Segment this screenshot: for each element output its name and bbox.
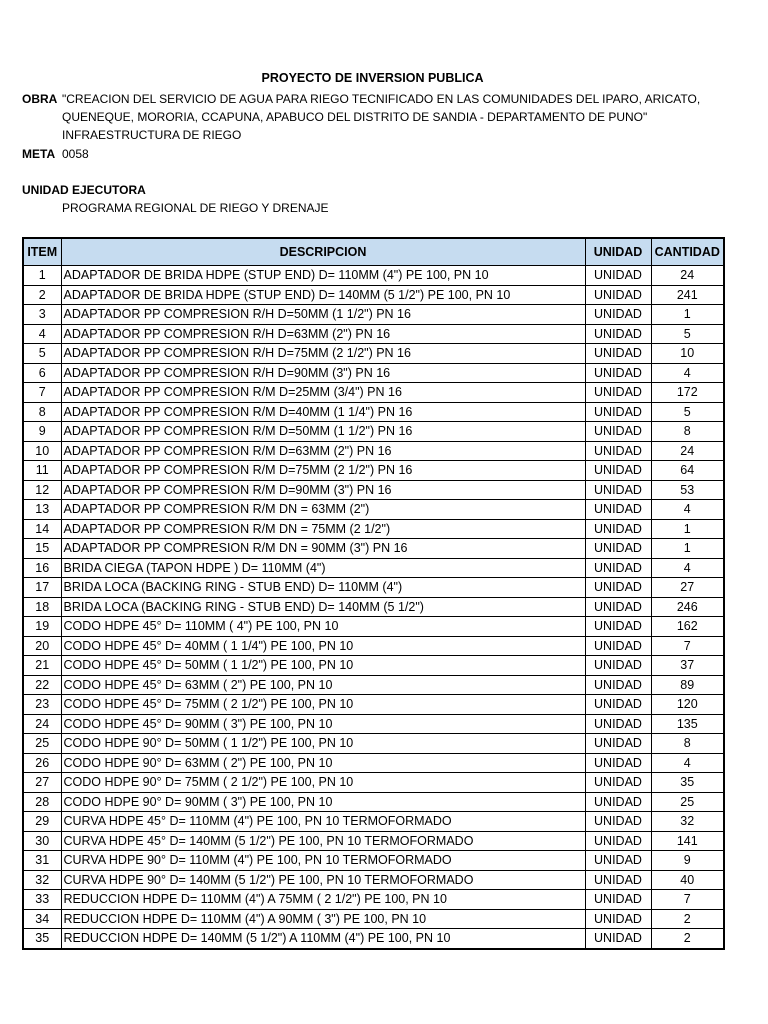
descripcion-cell: CODO HDPE 45° D= 75MM ( 2 1/2") PE 100, PN 10 <box>61 695 585 715</box>
item-cell: 1 <box>23 266 61 286</box>
table-row <box>23 344 724 364</box>
unidad-cell: UNIDAD <box>585 636 651 656</box>
descripcion-cell: CODO HDPE 90° D= 50MM ( 1 1/2") PE 100, PN 10 <box>61 734 585 754</box>
descripcion-cell: ADAPTADOR PP COMPRESION R/H D=50MM (1 1/2") PN 16 <box>61 305 585 325</box>
descripcion-cell: REDUCCION HDPE D= 110MM (4") A 75MM ( 2 1/2") PE 100, PN 10 <box>61 890 585 910</box>
descripcion-cell: ADAPTADOR PP COMPRESION R/H D=75MM (2 1/2") PN 16 <box>61 344 585 364</box>
unidad-cell: UNIDAD <box>585 480 651 500</box>
item-cell: 35 <box>23 929 61 949</box>
table-row <box>23 636 724 656</box>
cantidad-cell: 7 <box>651 890 724 910</box>
item-cell: 5 <box>23 344 61 364</box>
cantidad-cell: 4 <box>651 753 724 773</box>
unidad-cell: UNIDAD <box>585 656 651 676</box>
item-cell: 20 <box>23 636 61 656</box>
unidad-cell: UNIDAD <box>585 617 651 637</box>
table-row <box>23 558 724 578</box>
table-header-row <box>23 238 724 266</box>
descripcion-cell: ADAPTADOR PP COMPRESION R/M DN = 90MM (3") PN 16 <box>61 539 585 559</box>
table-row <box>23 851 724 871</box>
unidad-ejecutora-label: UNIDAD EJECUTORA <box>22 183 146 197</box>
item-cell: 19 <box>23 617 61 637</box>
cantidad-cell: 8 <box>651 734 724 754</box>
table-row <box>23 695 724 715</box>
descripcion-cell: BRIDA CIEGA (TAPON HDPE ) D= 110MM (4") <box>61 558 585 578</box>
item-cell: 3 <box>23 305 61 325</box>
descripcion-cell: ADAPTADOR PP COMPRESION R/H D=63MM (2") PN 16 <box>61 324 585 344</box>
table-row <box>23 285 724 305</box>
descripcion-cell: REDUCCION HDPE D= 140MM (5 1/2") A 110MM (4") PE 100, PN 10 <box>61 929 585 949</box>
column-header-cantidad: CANTIDAD <box>651 238 724 266</box>
item-cell: 17 <box>23 578 61 598</box>
item-cell: 29 <box>23 812 61 832</box>
cantidad-cell: 2 <box>651 909 724 929</box>
item-cell: 25 <box>23 734 61 754</box>
item-cell: 15 <box>23 539 61 559</box>
table-row <box>23 597 724 617</box>
table-row <box>23 675 724 695</box>
table-row <box>23 773 724 793</box>
item-cell: 27 <box>23 773 61 793</box>
descripcion-cell: ADAPTADOR PP COMPRESION R/M D=63MM (2") PN 16 <box>61 441 585 461</box>
item-cell: 6 <box>23 363 61 383</box>
cantidad-cell: 5 <box>651 324 724 344</box>
table-row <box>23 831 724 851</box>
item-cell: 22 <box>23 675 61 695</box>
unidad-cell: UNIDAD <box>585 929 651 949</box>
table-row <box>23 812 724 832</box>
cantidad-cell: 246 <box>651 597 724 617</box>
cantidad-cell: 1 <box>651 305 724 325</box>
unidad-cell: UNIDAD <box>585 363 651 383</box>
descripcion-cell: CURVA HDPE 45° D= 140MM (5 1/2") PE 100, PN 10 TERMOFORMADO <box>61 831 585 851</box>
descripcion-cell: ADAPTADOR PP COMPRESION R/M DN = 75MM (2 1/2") <box>61 519 585 539</box>
unidad-cell: UNIDAD <box>585 695 651 715</box>
column-header-unidad: UNIDAD <box>585 238 651 266</box>
table-row <box>23 890 724 910</box>
table-row <box>23 617 724 637</box>
item-cell: 10 <box>23 441 61 461</box>
unidad-cell: UNIDAD <box>585 266 651 286</box>
table-row <box>23 714 724 734</box>
table-row <box>23 539 724 559</box>
table-row <box>23 383 724 403</box>
cantidad-cell: 241 <box>651 285 724 305</box>
unidad-cell: UNIDAD <box>585 597 651 617</box>
unidad-cell: UNIDAD <box>585 383 651 403</box>
descripcion-cell: ADAPTADOR PP COMPRESION R/H D=90MM (3") PN 16 <box>61 363 585 383</box>
descripcion-cell: REDUCCION HDPE D= 110MM (4") A 90MM ( 3") PE 100, PN 10 <box>61 909 585 929</box>
item-cell: 30 <box>23 831 61 851</box>
item-cell: 34 <box>23 909 61 929</box>
page-title: PROYECTO DE INVERSION PUBLICA <box>261 71 484 85</box>
descripcion-cell: ADAPTADOR PP COMPRESION R/M D=75MM (2 1/2") PN 16 <box>61 461 585 481</box>
cantidad-cell: 120 <box>651 695 724 715</box>
table-row <box>23 461 724 481</box>
cantidad-cell: 37 <box>651 656 724 676</box>
descripcion-cell: CODO HDPE 45° D= 110MM ( 4") PE 100, PN 10 <box>61 617 585 637</box>
cantidad-cell: 135 <box>651 714 724 734</box>
descripcion-cell: ADAPTADOR PP COMPRESION R/M D=40MM (1 1/4") PN 16 <box>61 402 585 422</box>
cantidad-cell: 24 <box>651 266 724 286</box>
table-row <box>23 422 724 442</box>
cantidad-cell: 10 <box>651 344 724 364</box>
unidad-cell: UNIDAD <box>585 773 651 793</box>
descripcion-cell: CODO HDPE 90° D= 63MM ( 2") PE 100, PN 10 <box>61 753 585 773</box>
unidad-cell: UNIDAD <box>585 675 651 695</box>
table-row <box>23 656 724 676</box>
table-body <box>23 266 724 949</box>
table-row <box>23 519 724 539</box>
table-row <box>23 734 724 754</box>
materials-table <box>22 237 725 950</box>
table-row <box>23 792 724 812</box>
table-row <box>23 266 724 286</box>
obra-line-3: INFRAESTRUCTURA DE RIEGO <box>62 128 242 142</box>
obra-line-1: "CREACION DEL SERVICIO DE AGUA PARA RIEGO TECNIFICADO EN LAS COMUNIDADES DEL IPARO, ARICATO, <box>62 92 701 106</box>
cantidad-cell: 172 <box>651 383 724 403</box>
unidad-cell: UNIDAD <box>585 870 651 890</box>
descripcion-cell: CODO HDPE 90° D= 90MM ( 3") PE 100, PN 10 <box>61 792 585 812</box>
item-cell: 8 <box>23 402 61 422</box>
unidad-cell: UNIDAD <box>585 519 651 539</box>
unidad-cell: UNIDAD <box>585 909 651 929</box>
cantidad-cell: 141 <box>651 831 724 851</box>
unidad-cell: UNIDAD <box>585 539 651 559</box>
cantidad-cell: 25 <box>651 792 724 812</box>
cantidad-cell: 89 <box>651 675 724 695</box>
cantidad-cell: 64 <box>651 461 724 481</box>
item-cell: 4 <box>23 324 61 344</box>
meta-value: 0058 <box>62 147 89 161</box>
unidad-ejecutora-value: PROGRAMA REGIONAL DE RIEGO Y DRENAJE <box>62 201 329 215</box>
cantidad-cell: 4 <box>651 558 724 578</box>
table-row <box>23 929 724 949</box>
unidad-cell: UNIDAD <box>585 285 651 305</box>
cantidad-cell: 32 <box>651 812 724 832</box>
descripcion-cell: CODO HDPE 45° D= 40MM ( 1 1/4") PE 100, PN 10 <box>61 636 585 656</box>
descripcion-cell: ADAPTADOR PP COMPRESION R/M DN = 63MM (2") <box>61 500 585 520</box>
descripcion-cell: ADAPTADOR PP COMPRESION R/M D=90MM (3") PN 16 <box>61 480 585 500</box>
cantidad-cell: 4 <box>651 500 724 520</box>
descripcion-cell: CODO HDPE 45° D= 63MM ( 2") PE 100, PN 10 <box>61 675 585 695</box>
cantidad-cell: 4 <box>651 363 724 383</box>
descripcion-cell: ADAPTADOR DE BRIDA HDPE (STUP END) D= 110MM (4") PE 100, PN 10 <box>61 266 585 286</box>
item-cell: 21 <box>23 656 61 676</box>
descripcion-cell: ADAPTADOR PP COMPRESION R/M D=50MM (1 1/2") PN 16 <box>61 422 585 442</box>
table-row <box>23 363 724 383</box>
descripcion-cell: CURVA HDPE 90° D= 140MM (5 1/2") PE 100, PN 10 TERMOFORMADO <box>61 870 585 890</box>
descripcion-cell: ADAPTADOR DE BRIDA HDPE (STUP END) D= 140MM (5 1/2") PE 100, PN 10 <box>61 285 585 305</box>
table-row <box>23 578 724 598</box>
descripcion-cell: CODO HDPE 90° D= 75MM ( 2 1/2") PE 100, PN 10 <box>61 773 585 793</box>
unidad-cell: UNIDAD <box>585 734 651 754</box>
table-row <box>23 324 724 344</box>
item-cell: 14 <box>23 519 61 539</box>
item-cell: 28 <box>23 792 61 812</box>
cantidad-cell: 1 <box>651 539 724 559</box>
table-row <box>23 909 724 929</box>
cantidad-cell: 24 <box>651 441 724 461</box>
cantidad-cell: 5 <box>651 402 724 422</box>
column-header-item: ITEM <box>23 238 61 266</box>
item-cell: 31 <box>23 851 61 871</box>
column-header-descripcion: DESCRIPCION <box>61 238 585 266</box>
unidad-cell: UNIDAD <box>585 812 651 832</box>
unidad-cell: UNIDAD <box>585 714 651 734</box>
item-cell: 18 <box>23 597 61 617</box>
unidad-cell: UNIDAD <box>585 422 651 442</box>
item-cell: 7 <box>23 383 61 403</box>
cantidad-cell: 7 <box>651 636 724 656</box>
unidad-cell: UNIDAD <box>585 441 651 461</box>
obra-label: OBRA <box>22 92 58 106</box>
item-cell: 11 <box>23 461 61 481</box>
unidad-cell: UNIDAD <box>585 792 651 812</box>
unidad-cell: UNIDAD <box>585 344 651 364</box>
item-cell: 33 <box>23 890 61 910</box>
cantidad-cell: 1 <box>651 519 724 539</box>
descripcion-cell: CURVA HDPE 45° D= 110MM (4") PE 100, PN 10 TERMOFORMADO <box>61 812 585 832</box>
cantidad-cell: 35 <box>651 773 724 793</box>
unidad-cell: UNIDAD <box>585 305 651 325</box>
table-row <box>23 870 724 890</box>
table-row <box>23 480 724 500</box>
unidad-cell: UNIDAD <box>585 324 651 344</box>
descripcion-cell: CODO HDPE 45° D= 90MM ( 3") PE 100, PN 10 <box>61 714 585 734</box>
item-cell: 26 <box>23 753 61 773</box>
cantidad-cell: 9 <box>651 851 724 871</box>
table-row <box>23 402 724 422</box>
descripcion-cell: CODO HDPE 45° D= 50MM ( 1 1/2") PE 100, PN 10 <box>61 656 585 676</box>
cantidad-cell: 2 <box>651 929 724 949</box>
unidad-cell: UNIDAD <box>585 402 651 422</box>
cantidad-cell: 53 <box>651 480 724 500</box>
obra-line-2: QUENEQUE, MORORIA, CCAPUNA, APABUCO DEL DISTRITO DE SANDIA - DEPARTAMENTO DE PUNO" <box>62 110 648 124</box>
unidad-cell: UNIDAD <box>585 558 651 578</box>
descripcion-cell: ADAPTADOR PP COMPRESION R/M D=25MM (3/4") PN 16 <box>61 383 585 403</box>
descripcion-cell: BRIDA LOCA (BACKING RING - STUB END) D= 140MM (5 1/2") <box>61 597 585 617</box>
table-row <box>23 441 724 461</box>
unidad-cell: UNIDAD <box>585 578 651 598</box>
cantidad-cell: 8 <box>651 422 724 442</box>
unidad-cell: UNIDAD <box>585 500 651 520</box>
cantidad-cell: 162 <box>651 617 724 637</box>
meta-label: META <box>22 147 56 161</box>
item-cell: 12 <box>23 480 61 500</box>
item-cell: 23 <box>23 695 61 715</box>
item-cell: 9 <box>23 422 61 442</box>
item-cell: 16 <box>23 558 61 578</box>
table-row <box>23 305 724 325</box>
cantidad-cell: 40 <box>651 870 724 890</box>
table-row <box>23 500 724 520</box>
unidad-cell: UNIDAD <box>585 753 651 773</box>
cantidad-cell: 27 <box>651 578 724 598</box>
unidad-cell: UNIDAD <box>585 851 651 871</box>
item-cell: 24 <box>23 714 61 734</box>
table-row <box>23 753 724 773</box>
item-cell: 13 <box>23 500 61 520</box>
descripcion-cell: BRIDA LOCA (BACKING RING - STUB END) D= 110MM (4") <box>61 578 585 598</box>
item-cell: 2 <box>23 285 61 305</box>
item-cell: 32 <box>23 870 61 890</box>
unidad-cell: UNIDAD <box>585 831 651 851</box>
descripcion-cell: CURVA HDPE 90° D= 110MM (4") PE 100, PN 10 TERMOFORMADO <box>61 851 585 871</box>
unidad-cell: UNIDAD <box>585 461 651 481</box>
unidad-cell: UNIDAD <box>585 890 651 910</box>
